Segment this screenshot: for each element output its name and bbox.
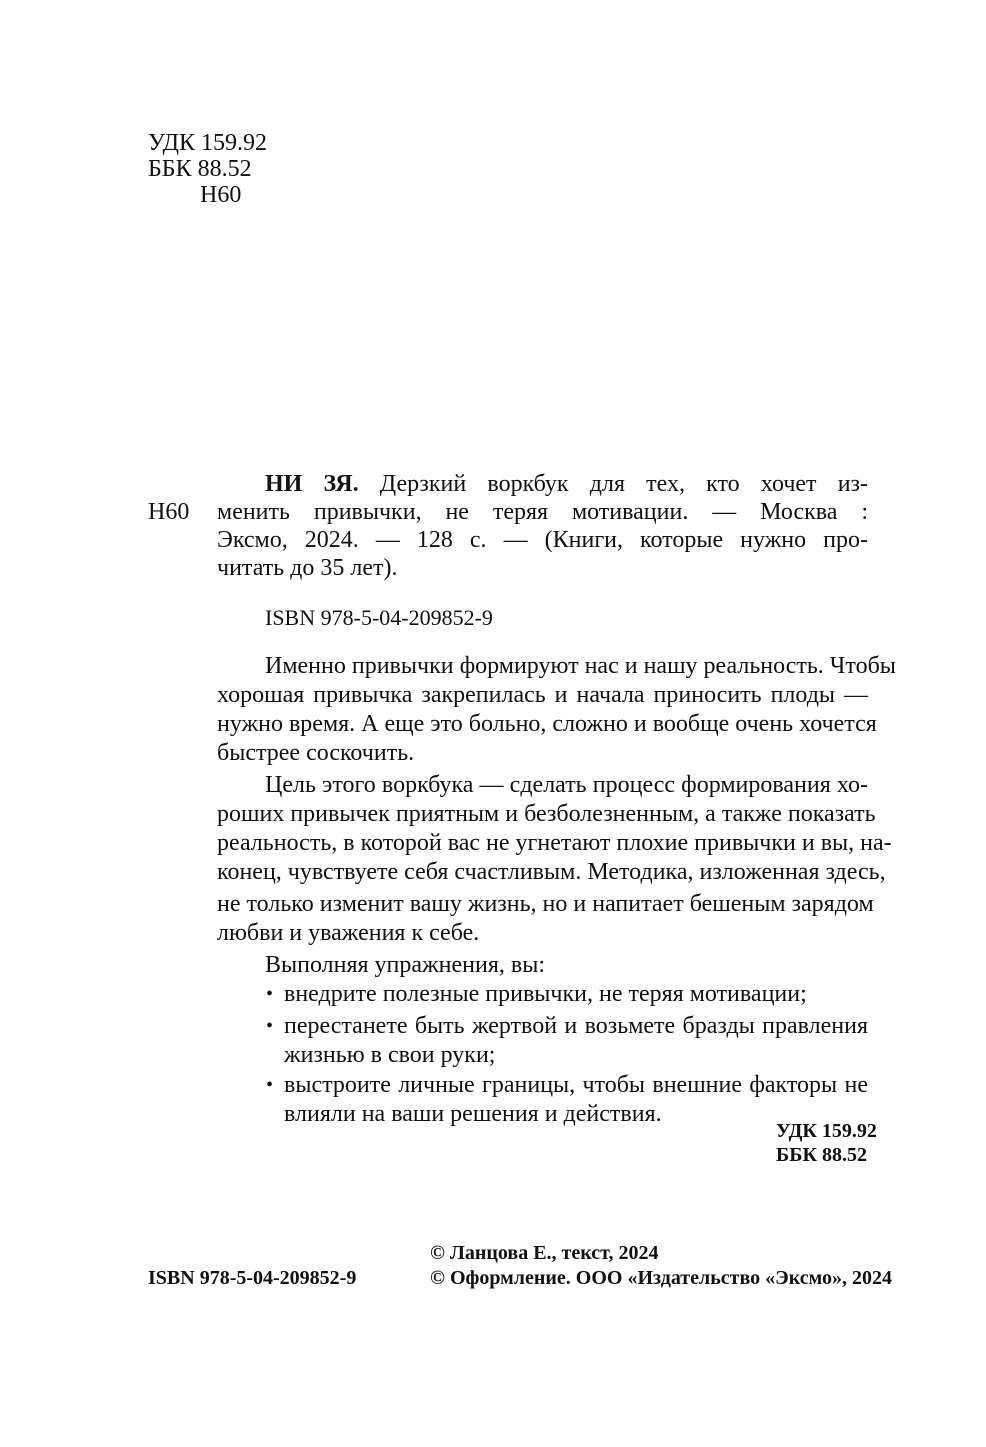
p2-line-6: любви и уважения к себе. [217,920,480,946]
bullet-2-line-1: перестанете быть жертвой и возьмете бразды правления [284,1013,868,1039]
p2-line-1: Цель этого воркбука — сделать процесс формирования хо- [265,772,868,798]
bullet-marker-2: • [266,1015,274,1037]
p2-line-4: конец, чувствуете себя счастливым. Методика, изложенная здесь, [217,859,886,885]
udk-bottom: УДК 159.92 [776,1120,877,1142]
bib-line-4: читать до 35 лет). [217,555,398,581]
bib-line-2: менить привычки, не теряя мотивации. — Москва : [217,499,868,525]
bullet-3-line-2: влияли на ваши решения и действия. [284,1101,662,1127]
p1-line-4: быстрее соскочить. [217,740,415,766]
author-mark: Н60 [148,499,190,525]
bib-author: НИ ЗЯ. [265,471,359,497]
bib-isbn: ISBN 978-5-04-209852-9 [265,605,493,630]
author-mark-top: Н60 [200,182,242,208]
p1-line-1: Именно привычки формируют нас и нашу реальность. Чтобы [265,653,896,679]
bullet-1-line-1: внедрите полезные привычки, не теряя мотивации; [284,981,807,1007]
bullet-marker-1: • [266,983,274,1005]
bullet-marker-3: • [266,1074,274,1096]
bib-line-1-text: Дерзкий воркбук для тех, кто хочет из- [379,471,869,497]
p2-line-2: роших привычек приятным и безболезненным, а также показать [217,801,876,827]
p2-line-3: реальность, в которой вас не угнетают плохие привычки и вы, на- [217,830,892,856]
copyright-design: © Оформление. ООО «Издательство «Эксмо», 2024 [430,1267,892,1289]
bbk-bottom: ББК 88.52 [776,1144,867,1166]
p1-line-2: хорошая привычка закрепилась и начала приносить плоды — [217,682,868,708]
footer-isbn: ISBN 978-5-04-209852-9 [148,1267,357,1289]
bullet-3-line-1: выстроите личные границы, чтобы внешние факторы не [284,1072,868,1098]
list-intro: Выполняя упражнения, вы: [265,952,545,978]
copyright-text: © Ланцова Е., текст, 2024 [430,1242,659,1264]
udk-top: УДК 159.92 [148,130,267,156]
p2-line-5: не только изменит вашу жизнь, но и напитает бешеным зарядом [217,891,874,917]
bullet-2-line-2: жизнью в свои руки; [284,1042,496,1068]
bib-line-3: Эксмо, 2024. — 128 с. — (Книги, которые нужно про- [217,527,868,553]
bib-line-1 [265,469,868,499]
bbk-top: ББК 88.52 [148,156,252,182]
p1-line-3: нужно время. А еще это больно, сложно и вообще очень хочется [217,711,877,737]
